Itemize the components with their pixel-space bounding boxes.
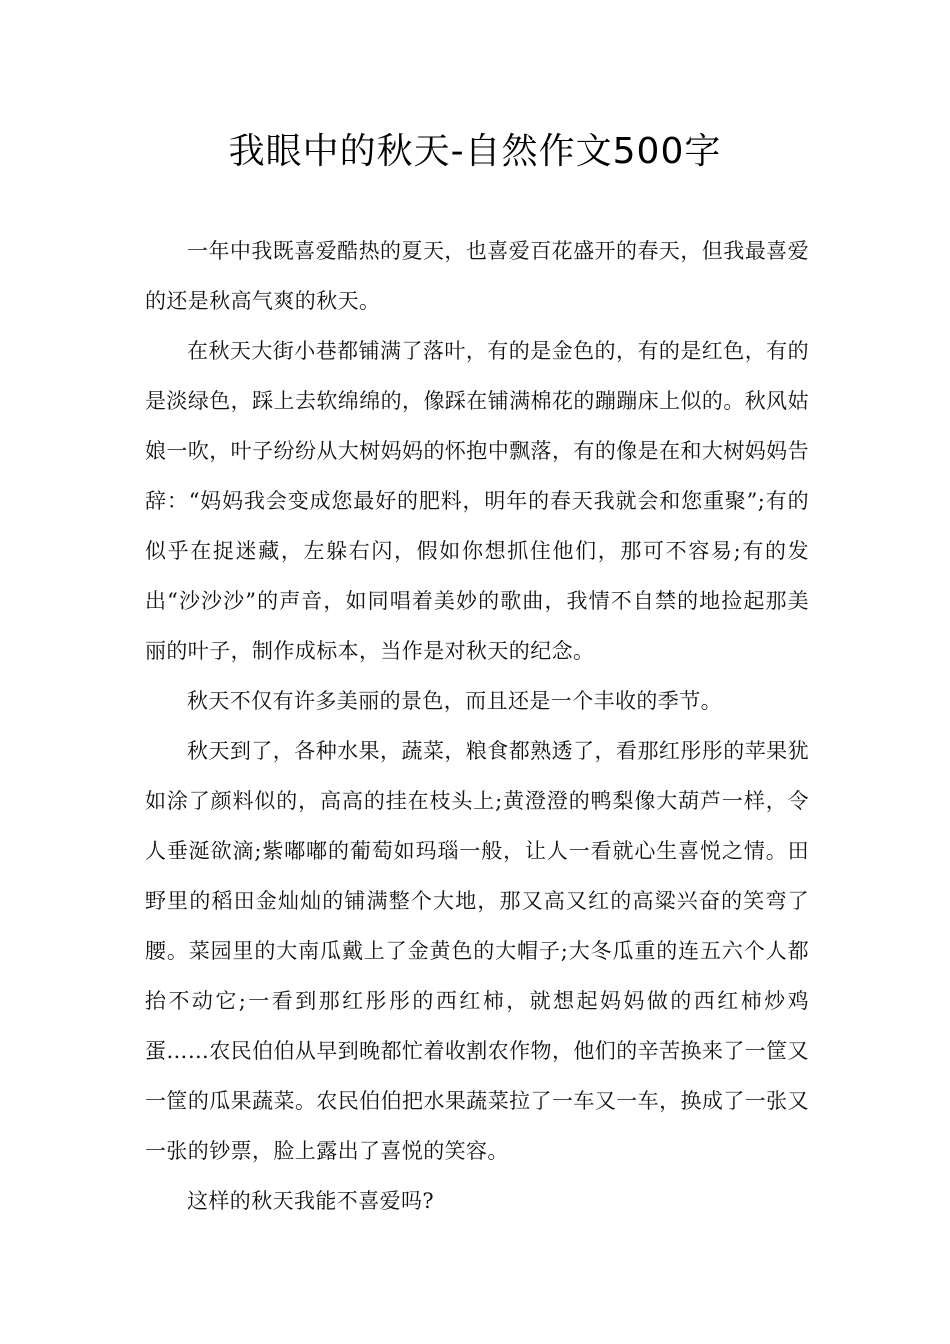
paragraph-3: 秋天不仅有许多美丽的景色，而且还是一个丰收的季节。 [187,689,722,713]
paragraph-2: 在秋天大街小巷都铺满了落叶，有的是金色的，有的是红色，有的是淡绿色，踩上去软绵绵的，像踩在铺满棉花的蹦蹦床上似的。秋风姑娘一吹，叶子纷纷从大树妈妈的怀抱中飘落，有的像是在和大树妈妈告辞：“妈妈我会变成您最好的肥料，明年的春天我就会和您重聚”;有的似乎在捉迷藏，左躲右闪，假如你想抓住他们，那可不容易;有的发出“沙沙沙”的声音，如同唱着美妙的歌曲，我情不自禁的地捡起那美丽的叶子，制作成标本，当作是对秋天的纪念。 [145,339,809,663]
paragraph-5: 这样的秋天我能不喜爱吗? [187,1189,435,1213]
document-body [145,226,809,1226]
paragraph-1: 一年中我既喜爱酷热的夏天，也喜爱百花盛开的春天，但我最喜爱的还是秋高气爽的秋天。 [145,239,809,313]
document-title: 我眼中的秋天-自然作文500字 [228,131,722,172]
paragraph-4: 秋天到了，各种水果，蔬菜，粮食都熟透了，看那红彤彤的苹果犹如涂了颜料似的，高高的挂在枝头上;黄澄澄的鸭梨像大葫芦一样，令人垂涎欲滴;紫嘟嘟的葡萄如玛瑙一般，让人一看就心生喜悦之情。田野里的稻田金灿灿的铺满整个大地，那又高又红的高粱兴奋的笑弯了腰。菜园里的大南瓜戴上了金黄色的大帽子;大冬瓜重的连五六个人都抬不动它;一看到那红彤彤的西红柿，就想起妈妈做的西红柿炒鸡蛋……农民伯伯从早到晚都忙着收割农作物，他们的辛苦换来了一筐又一筐的瓜果蔬菜。农民伯伯把水果蔬菜拉了一车又一车，换成了一张又一张的钞票，脸上露出了喜悦的笑容。 [145,739,809,1163]
